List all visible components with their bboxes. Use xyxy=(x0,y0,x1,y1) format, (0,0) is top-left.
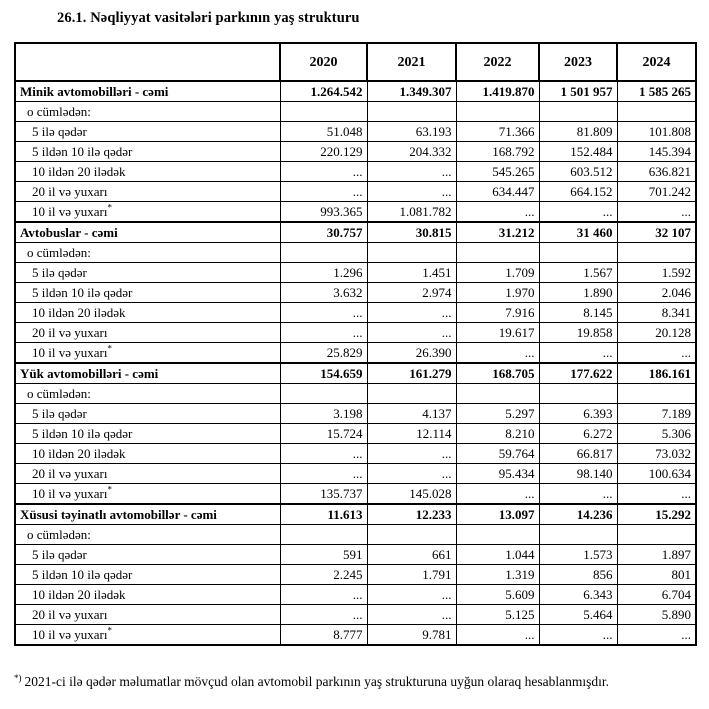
value-cell: ... xyxy=(617,484,696,505)
value-cell: 1.567 xyxy=(539,263,617,283)
value-cell: 12.114 xyxy=(367,424,456,444)
group-total-value-cell: 177.622 xyxy=(539,363,617,384)
group-total-value-cell: 13.097 xyxy=(456,504,539,525)
year-column-header: 2022 xyxy=(456,43,539,81)
value-cell: ... xyxy=(280,182,367,202)
footnote-reference-marker: * xyxy=(107,343,112,354)
age-band-row xyxy=(15,464,696,484)
age-band-label-cell xyxy=(15,202,280,223)
age-band-row xyxy=(15,484,696,505)
age-band-row xyxy=(15,162,696,182)
age-band-row xyxy=(15,202,696,223)
value-cell: 636.821 xyxy=(617,162,696,182)
value-cell: 1.890 xyxy=(539,283,617,303)
value-cell: ... xyxy=(539,625,617,646)
value-cell: 7.189 xyxy=(617,404,696,424)
group-total-value-cell: 186.161 xyxy=(617,363,696,384)
empty-cell xyxy=(539,384,617,404)
value-cell: 2.974 xyxy=(367,283,456,303)
value-cell: 25.829 xyxy=(280,343,367,364)
value-cell: ... xyxy=(367,585,456,605)
value-cell: 6.704 xyxy=(617,585,696,605)
age-band-row xyxy=(15,565,696,585)
age-band-row xyxy=(15,605,696,625)
value-cell: 5.609 xyxy=(456,585,539,605)
value-cell: 145.394 xyxy=(617,142,696,162)
age-band-label: 20 il və yuxarı xyxy=(32,607,108,622)
value-cell: 1.296 xyxy=(280,263,367,283)
empty-cell xyxy=(456,525,539,545)
group-total-value-cell: 1.419.870 xyxy=(456,81,539,102)
value-cell: ... xyxy=(280,585,367,605)
value-cell: 664.152 xyxy=(539,182,617,202)
age-band-label-cell xyxy=(15,263,280,283)
age-band-label-cell xyxy=(15,343,280,364)
value-cell: 1.451 xyxy=(367,263,456,283)
age-band-label: 5 ildən 10 ilə qədər xyxy=(32,426,133,441)
value-cell: 8.777 xyxy=(280,625,367,646)
value-cell: 3.632 xyxy=(280,283,367,303)
value-cell: 545.265 xyxy=(456,162,539,182)
value-cell: ... xyxy=(367,323,456,343)
value-cell: 1.573 xyxy=(539,545,617,565)
value-cell: ... xyxy=(280,444,367,464)
age-band-row xyxy=(15,343,696,364)
value-cell: 95.434 xyxy=(456,464,539,484)
value-cell: ... xyxy=(367,303,456,323)
value-cell: 603.512 xyxy=(539,162,617,182)
age-band-label: 5 ilə qədər xyxy=(32,406,87,421)
subgroup-header-row xyxy=(15,243,696,263)
value-cell: 63.193 xyxy=(367,122,456,142)
value-cell: 8.341 xyxy=(617,303,696,323)
value-cell: ... xyxy=(280,464,367,484)
value-cell: 19.617 xyxy=(456,323,539,343)
value-cell: 6.393 xyxy=(539,404,617,424)
value-cell: ... xyxy=(456,202,539,223)
value-cell: 19.858 xyxy=(539,323,617,343)
value-cell: 168.792 xyxy=(456,142,539,162)
age-band-row xyxy=(15,625,696,646)
value-cell: ... xyxy=(456,625,539,646)
value-cell: 204.332 xyxy=(367,142,456,162)
age-band-label-cell xyxy=(15,122,280,142)
value-cell: ... xyxy=(367,444,456,464)
value-cell: 6.343 xyxy=(539,585,617,605)
group-total-value-cell: 31.212 xyxy=(456,222,539,243)
value-cell: 5.890 xyxy=(617,605,696,625)
age-band-label: 5 ilə qədər xyxy=(32,547,87,562)
group-total-value-cell: 32 107 xyxy=(617,222,696,243)
subgroup-header-row xyxy=(15,525,696,545)
value-cell: ... xyxy=(617,202,696,223)
value-cell: 8.210 xyxy=(456,424,539,444)
age-band-label: 5 ildən 10 ilə qədər xyxy=(32,144,133,159)
age-band-label: 20 il və yuxarı xyxy=(32,325,108,340)
value-cell: ... xyxy=(280,303,367,323)
age-band-label-cell xyxy=(15,424,280,444)
group-total-row xyxy=(15,363,696,384)
value-cell: 661 xyxy=(367,545,456,565)
group-total-value-cell: 1 501 957 xyxy=(539,81,617,102)
age-band-label-cell xyxy=(15,404,280,424)
value-cell: ... xyxy=(617,625,696,646)
footnote xyxy=(14,674,709,690)
value-cell: 5.464 xyxy=(539,605,617,625)
age-band-row xyxy=(15,444,696,464)
group-label-cell: Yük avtomobilləri - cəmi xyxy=(15,363,280,384)
empty-cell xyxy=(367,102,456,122)
value-cell: ... xyxy=(539,343,617,364)
table-body xyxy=(15,81,696,645)
age-band-label: 20 il və yuxarı xyxy=(32,184,108,199)
group-total-value-cell: 30.757 xyxy=(280,222,367,243)
age-band-label: 10 il və yuxarı xyxy=(32,204,108,219)
value-cell: ... xyxy=(539,202,617,223)
year-column-header: 2024 xyxy=(617,43,696,81)
group-total-value-cell: 161.279 xyxy=(367,363,456,384)
subgroup-header-cell: o cümlədən: xyxy=(15,384,280,404)
empty-cell xyxy=(539,102,617,122)
empty-cell xyxy=(539,525,617,545)
value-cell: ... xyxy=(367,605,456,625)
footnote-reference-marker: * xyxy=(107,484,112,495)
age-band-label-cell xyxy=(15,464,280,484)
group-total-value-cell: 11.613 xyxy=(280,504,367,525)
value-cell: 5.125 xyxy=(456,605,539,625)
age-band-label-cell xyxy=(15,182,280,202)
age-band-label: 5 ilə qədər xyxy=(32,124,87,139)
age-band-label-cell xyxy=(15,625,280,646)
value-cell: 26.390 xyxy=(367,343,456,364)
age-band-label: 5 ildən 10 ilə qədər xyxy=(32,285,133,300)
empty-cell xyxy=(539,243,617,263)
value-cell: 634.447 xyxy=(456,182,539,202)
subgroup-header-row xyxy=(15,384,696,404)
footnote-text: 2021-ci ilə qədər məlumatlar mövçud olan avtomobil parkının yaş strukturuna uyğun olaraq hesablanmışdır. xyxy=(24,674,609,689)
empty-cell xyxy=(367,384,456,404)
empty-cell xyxy=(617,102,696,122)
value-cell: ... xyxy=(280,605,367,625)
year-column-header: 2021 xyxy=(367,43,456,81)
empty-cell xyxy=(456,384,539,404)
value-cell: 81.809 xyxy=(539,122,617,142)
group-total-value-cell: 1.264.542 xyxy=(280,81,367,102)
value-cell: 3.198 xyxy=(280,404,367,424)
footnote-marker: *) xyxy=(14,672,22,683)
age-band-label: 10 il və yuxarı xyxy=(32,345,108,360)
value-cell: 2.245 xyxy=(280,565,367,585)
empty-cell xyxy=(617,243,696,263)
age-band-label-cell xyxy=(15,565,280,585)
value-cell: 7.916 xyxy=(456,303,539,323)
group-total-value-cell: 14.236 xyxy=(539,504,617,525)
age-structure-table xyxy=(14,42,697,646)
group-total-value-cell: 30.815 xyxy=(367,222,456,243)
group-total-value-cell: 1.349.307 xyxy=(367,81,456,102)
empty-cell xyxy=(456,102,539,122)
age-band-label: 10 ildən 20 ilədək xyxy=(32,305,126,320)
value-cell: 1.592 xyxy=(617,263,696,283)
row-label-column-header xyxy=(15,43,280,81)
age-band-label: 5 ildən 10 ilə qədər xyxy=(32,567,133,582)
value-cell: 856 xyxy=(539,565,617,585)
group-total-value-cell: 31 460 xyxy=(539,222,617,243)
value-cell: 145.028 xyxy=(367,484,456,505)
footnote-reference-marker: * xyxy=(107,625,112,636)
value-cell: 1.970 xyxy=(456,283,539,303)
subgroup-header-cell: o cümlədən: xyxy=(15,243,280,263)
value-cell: 9.781 xyxy=(367,625,456,646)
value-cell: 101.808 xyxy=(617,122,696,142)
group-label-cell: Avtobuslar - cəmi xyxy=(15,222,280,243)
age-band-label-cell xyxy=(15,142,280,162)
age-band-row xyxy=(15,263,696,283)
age-band-label: 5 ilə qədər xyxy=(32,265,87,280)
value-cell: ... xyxy=(367,182,456,202)
value-cell: 66.817 xyxy=(539,444,617,464)
age-band-row xyxy=(15,545,696,565)
value-cell: ... xyxy=(539,484,617,505)
empty-cell xyxy=(280,243,367,263)
group-total-row xyxy=(15,222,696,243)
value-cell: 4.137 xyxy=(367,404,456,424)
value-cell: 220.129 xyxy=(280,142,367,162)
age-band-label-cell xyxy=(15,323,280,343)
value-cell: 98.140 xyxy=(539,464,617,484)
empty-cell xyxy=(280,525,367,545)
group-total-value-cell: 12.233 xyxy=(367,504,456,525)
age-band-row xyxy=(15,122,696,142)
empty-cell xyxy=(617,525,696,545)
value-cell: 2.046 xyxy=(617,283,696,303)
group-label-cell: Xüsusi təyinatlı avtomobillər - cəmi xyxy=(15,504,280,525)
empty-cell xyxy=(456,243,539,263)
empty-cell xyxy=(617,384,696,404)
age-band-row xyxy=(15,585,696,605)
empty-cell xyxy=(280,102,367,122)
group-total-value-cell: 168.705 xyxy=(456,363,539,384)
value-cell: 1.319 xyxy=(456,565,539,585)
value-cell: 1.081.782 xyxy=(367,202,456,223)
value-cell: 20.128 xyxy=(617,323,696,343)
value-cell: 152.484 xyxy=(539,142,617,162)
value-cell: 73.032 xyxy=(617,444,696,464)
value-cell: 1.044 xyxy=(456,545,539,565)
value-cell: 591 xyxy=(280,545,367,565)
group-total-row xyxy=(15,81,696,102)
value-cell: 1.897 xyxy=(617,545,696,565)
age-band-label-cell xyxy=(15,585,280,605)
age-band-label: 10 ildən 20 ilədək xyxy=(32,587,126,602)
age-band-label-cell xyxy=(15,283,280,303)
age-band-label: 20 il və yuxarı xyxy=(32,466,108,481)
value-cell: 1.709 xyxy=(456,263,539,283)
table-header-row xyxy=(15,43,696,81)
age-band-row xyxy=(15,283,696,303)
page-title: 26.1. Nəqliyyat vasitələri parkının yaş strukturu xyxy=(57,10,360,26)
age-band-label-cell xyxy=(15,545,280,565)
age-band-label-cell xyxy=(15,162,280,182)
value-cell: ... xyxy=(456,484,539,505)
age-band-row xyxy=(15,182,696,202)
value-cell: 5.306 xyxy=(617,424,696,444)
value-cell: ... xyxy=(367,464,456,484)
age-band-label: 10 il və yuxarı xyxy=(32,627,108,642)
age-band-label: 10 il və yuxarı xyxy=(32,486,108,501)
age-band-label-cell xyxy=(15,444,280,464)
age-band-row xyxy=(15,303,696,323)
age-band-label-cell xyxy=(15,484,280,505)
value-cell: 801 xyxy=(617,565,696,585)
group-total-row xyxy=(15,504,696,525)
group-total-value-cell: 1 585 265 xyxy=(617,81,696,102)
value-cell: 6.272 xyxy=(539,424,617,444)
value-cell: 135.737 xyxy=(280,484,367,505)
footnote-reference-marker: * xyxy=(107,202,112,213)
year-column-header: 2023 xyxy=(539,43,617,81)
empty-cell xyxy=(367,243,456,263)
value-cell: 15.724 xyxy=(280,424,367,444)
value-cell: ... xyxy=(280,323,367,343)
subgroup-header-cell: o cümlədən: xyxy=(15,102,280,122)
value-cell: 701.242 xyxy=(617,182,696,202)
value-cell: 100.634 xyxy=(617,464,696,484)
age-band-label-cell xyxy=(15,303,280,323)
age-band-row xyxy=(15,404,696,424)
age-band-label: 10 ildən 20 ilədək xyxy=(32,446,126,461)
value-cell: ... xyxy=(367,162,456,182)
value-cell: 5.297 xyxy=(456,404,539,424)
value-cell: ... xyxy=(280,162,367,182)
year-column-header: 2020 xyxy=(280,43,367,81)
group-total-value-cell: 154.659 xyxy=(280,363,367,384)
value-cell: ... xyxy=(617,343,696,364)
age-band-label: 10 ildən 20 ilədək xyxy=(32,164,126,179)
age-band-row xyxy=(15,424,696,444)
subgroup-header-row xyxy=(15,102,696,122)
value-cell: 8.145 xyxy=(539,303,617,323)
value-cell: 59.764 xyxy=(456,444,539,464)
value-cell: 71.366 xyxy=(456,122,539,142)
age-band-label-cell xyxy=(15,605,280,625)
age-band-row xyxy=(15,142,696,162)
value-cell: 51.048 xyxy=(280,122,367,142)
value-cell: 1.791 xyxy=(367,565,456,585)
value-cell: 993.365 xyxy=(280,202,367,223)
group-label-cell: Minik avtomobilləri - cəmi xyxy=(15,81,280,102)
group-total-value-cell: 15.292 xyxy=(617,504,696,525)
empty-cell xyxy=(367,525,456,545)
value-cell: ... xyxy=(456,343,539,364)
empty-cell xyxy=(280,384,367,404)
age-band-row xyxy=(15,323,696,343)
subgroup-header-cell: o cümlədən: xyxy=(15,525,280,545)
